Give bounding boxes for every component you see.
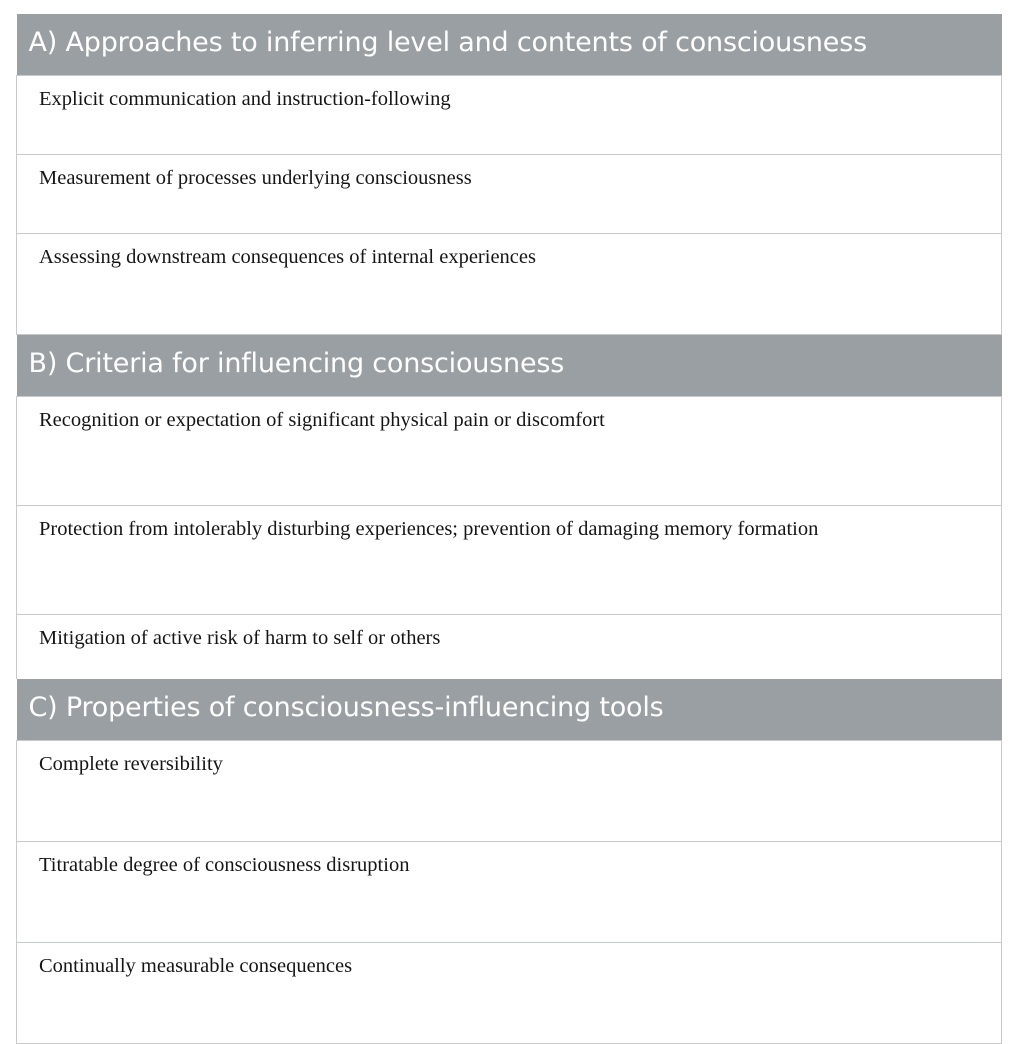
section-header-b: B) Criteria for influencing consciousness (17, 335, 1002, 397)
table-row (17, 155, 1002, 234)
table-row (17, 842, 1002, 943)
item-a-2: Measurement of processes underlying consciousness (17, 155, 1002, 234)
item-b-2: Protection from intolerably disturbing experiences; prevention of damaging memory formation (17, 506, 1002, 615)
item-a-3: Assessing downstream consequences of internal experiences (17, 234, 1002, 335)
table-row (17, 76, 1002, 155)
item-c-3: Continually measurable consequences (17, 943, 1002, 1044)
item-c-2: Titratable degree of consciousness disruption (17, 842, 1002, 943)
item-c-1: Complete reversibility (17, 741, 1002, 842)
section-header-c: C) Properties of consciousness-influencing tools (17, 679, 1002, 741)
consciousness-framework-table (16, 14, 1002, 1044)
section-header-a: A) Approaches to inferring level and contents of consciousness (17, 14, 1002, 76)
item-a-1: Explicit communication and instruction-following (17, 76, 1002, 155)
item-b-3: Mitigation of active risk of harm to self or others (17, 615, 1002, 680)
item-b-1: Recognition or expectation of significant physical pain or discomfort (17, 397, 1002, 506)
table-row (17, 234, 1002, 335)
table-row (17, 741, 1002, 842)
table-row (17, 615, 1002, 680)
section-header-row-c (17, 679, 1002, 741)
table-row (17, 506, 1002, 615)
section-header-row-b (17, 335, 1002, 397)
table-row (17, 943, 1002, 1044)
section-header-row-a (17, 14, 1002, 76)
table-row (17, 397, 1002, 506)
